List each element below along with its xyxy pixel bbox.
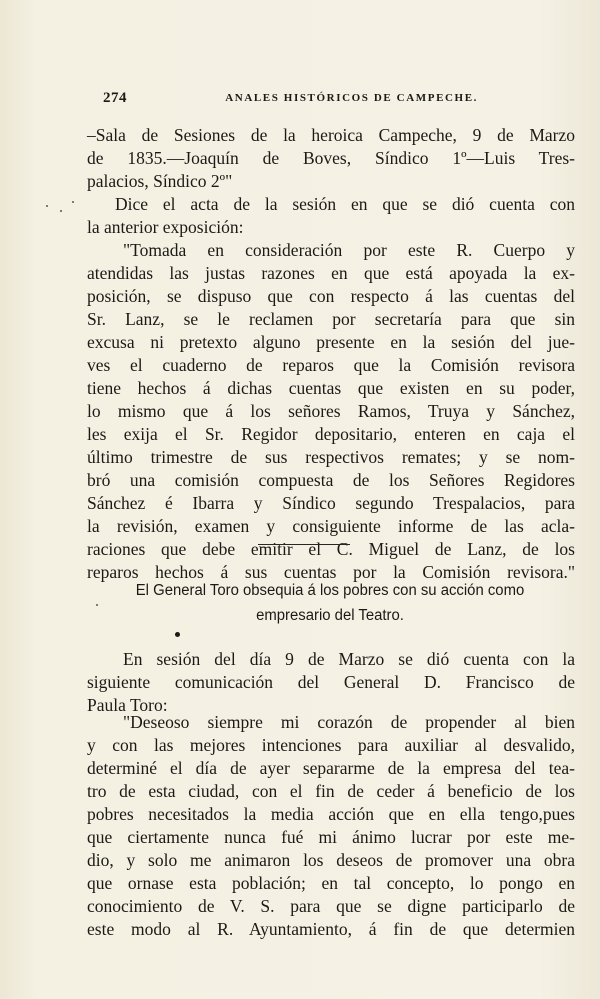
quote-toro-letter: [87, 711, 575, 941]
text-line: la revisión, examen y consiguiente informe de las acla-: [87, 516, 575, 536]
text-line: la anterior exposición:: [87, 217, 244, 237]
text-line: dio, y solo me animaron los deseos de promover una obra: [87, 850, 575, 870]
text-line: excusa ni pretexto alguno presente en la sesión del jue-: [87, 332, 575, 352]
text-line: bró una comisión compuesta de los Señores Regidores: [87, 470, 575, 490]
text-line: este modo al R. Ayuntamiento, á fin de que determien: [87, 919, 575, 939]
text-line: –Sala de Sesiones de la heroica Campeche, 9 de Marzo: [87, 125, 575, 145]
text-line: y con las mejores intenciones para auxiliar al desvalido,: [87, 735, 575, 755]
text-line: En sesión del día 9 de Marzo se dió cuenta con la: [123, 649, 575, 669]
page-header: [103, 90, 478, 110]
text-line: de 1835.—Joaquín de Boves, Síndico 1º—Luis Tres-: [87, 148, 575, 168]
running-title: ANALES HISTÓRICOS DE CAMPECHE.: [225, 92, 478, 104]
paragraph-general-toro: [87, 648, 575, 717]
paper-speck: [46, 205, 48, 207]
text-line: "Deseoso siempre mi corazón de propender al bien: [123, 712, 575, 732]
ink-dot: [175, 632, 180, 637]
text-line: Sr. Lanz, se le reclamen por secretaría para que sin: [87, 309, 575, 329]
text-line: pobres necesitados la media acción que en ella tengo,pues: [87, 804, 575, 824]
section-title-line-1: El General Toro obsequia á los pobres con su acción como: [135, 582, 525, 599]
section-title-line-2: empresario del Teatro.: [256, 607, 404, 624]
text-line: Dice el acta de la sesión en que se dió cuenta con: [115, 194, 575, 214]
text-line: raciones que debe emitir el C. Miguel de Lanz, de los: [87, 539, 575, 559]
page-number: 274: [103, 90, 127, 106]
quote-acta: [87, 239, 575, 584]
text-line: conocimiento de V. S. para que se digne participarlo de: [87, 896, 575, 916]
text-line: tiene hechos á dichas cuentas que existen en su poder,: [87, 378, 575, 398]
text-line: palacios, Síndico 2º": [87, 171, 233, 191]
text-line: que ciertamente nunca fué mi ánimo lucrar por este me-: [87, 827, 575, 847]
text-line: determiné el día de ayer separarme de la empresa del tea-: [87, 758, 575, 778]
text-line: les exija el Sr. Regidor depositario, enteren en caja el: [87, 424, 575, 444]
paragraph-acta-intro: [87, 193, 575, 239]
text-line: reparos hechos á sus cuentas por la Comisión revisora.": [87, 562, 575, 582]
text-line: "Tomada en consideración por este R. Cuerpo y: [123, 240, 575, 260]
text-line: que ornase esta población; en tal concepto, lo pongo en: [87, 873, 575, 893]
text-line: posición, se dispuso que con respecto á las cuentas del: [87, 286, 575, 306]
text-line: ves el cuaderno de reparos que la Comisión revisora: [87, 355, 575, 375]
text-line: último trimestre de sus respectivos remates; y se nom-: [87, 447, 575, 467]
paragraph-signatures: [87, 124, 575, 193]
text-line: siguiente comunicación del General D. Francisco de: [87, 672, 575, 692]
text-line: Sánchez é Ibarra y Síndico segundo Trespalacios, para: [87, 493, 575, 513]
section-divider: [258, 544, 350, 545]
text-line: lo mismo que á los señores Ramos, Truya y Sánchez,: [87, 401, 575, 421]
text-line: atendidas las justas razones en que está apoyada la ex-: [87, 263, 575, 283]
text-line: Paula Toro:: [87, 695, 168, 715]
text-line: tro de esta ciudad, con el fin de ceder á beneficio de los: [87, 781, 575, 801]
paper-speck: [72, 201, 74, 203]
paper-speck: [60, 210, 62, 212]
paper-speck: [96, 604, 98, 606]
